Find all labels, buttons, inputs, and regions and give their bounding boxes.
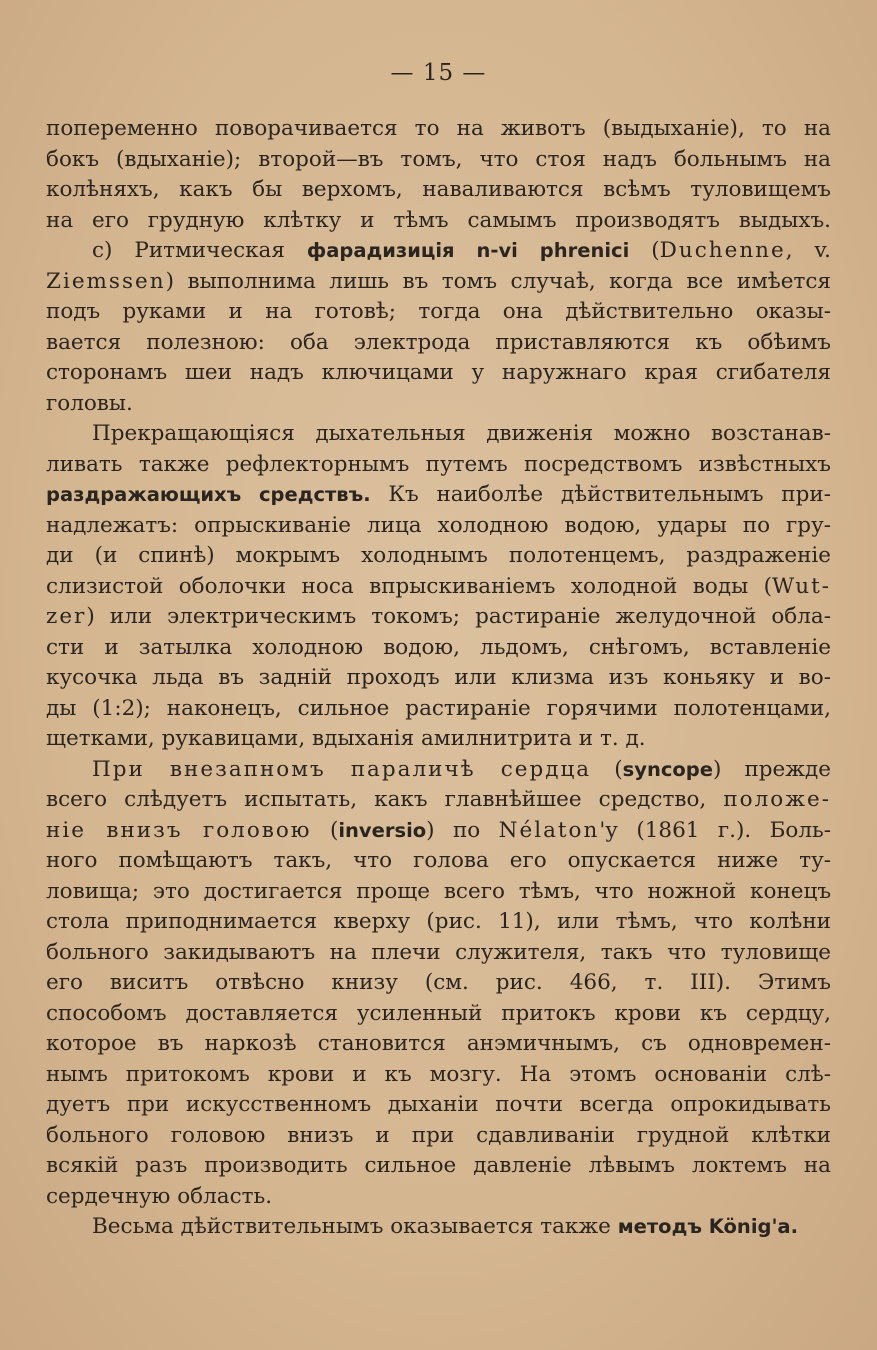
text-run: Къ наиболѣе дѣйствительнымъ при- <box>370 482 831 507</box>
text-run: ловища; это достигается проще всего тѣмъ, что ножной конецъ <box>46 878 831 904</box>
text-line <box>46 755 831 786</box>
text-run: ) прежде <box>712 756 832 782</box>
text-line <box>46 877 831 908</box>
text-line <box>46 450 831 481</box>
text-run: ды (1:2); наконецъ, сильное растираніе горячими полотенцами, <box>46 695 831 721</box>
text-run: бокъ (вдыханіе); второй—въ томъ, что стоя надъ больнымъ на <box>46 146 831 172</box>
text-line <box>46 938 831 969</box>
text-run: его виситъ отвѣсно книзу (см. рис. 466, т. III). Этимъ <box>46 970 831 995</box>
text-run: головы. <box>46 390 133 416</box>
bold-term: методъ König'а. <box>617 1215 798 1238</box>
text-run: ) или электрическимъ токомъ; растираніе желудочной обла- <box>86 604 831 629</box>
text-line <box>46 1060 831 1091</box>
text-line <box>46 1151 831 1182</box>
text-run: ) выполнима лишь въ томъ случаѣ, когда все имѣется <box>165 268 831 294</box>
text-run: колѣняхъ, какъ бы верхомъ, наваливаются всѣмъ туловищемъ <box>46 177 831 202</box>
text-line <box>46 663 831 694</box>
text-run: вается полезною: оба электрода приставляются къ обѣимъ <box>46 329 831 355</box>
page-number: — 15 — <box>390 60 487 86</box>
text-line <box>46 968 831 999</box>
text-run: с) Ритмическая <box>92 238 307 263</box>
text-run: ного помѣщаютъ такъ, что голова его опускается ниже ту- <box>46 848 831 873</box>
text-line <box>46 572 831 603</box>
text-line <box>46 907 831 938</box>
bold-term: syncope <box>622 757 713 781</box>
text-run: ( <box>629 238 660 263</box>
body-text <box>46 114 831 1243</box>
text-run: больного закидываютъ на плечи служителя, такъ что туловище <box>46 939 831 965</box>
text-line <box>46 328 831 359</box>
text-run: Прекращающіяся дыхательныя движенія можно возстанав- <box>92 421 831 446</box>
text-line <box>46 480 831 511</box>
text-line <box>46 175 831 206</box>
text-run: щетками, рукавицами, вдыханія амилнитрита и т. д. <box>46 726 646 751</box>
text-line <box>46 999 831 1030</box>
text-run: всякій разъ производить сильное давленіе лѣвымъ локтемъ на <box>46 1153 831 1178</box>
text-line <box>46 389 831 420</box>
text-line <box>46 236 831 267</box>
text-run: всего слѣдуетъ испытать, какъ главнѣйшее средство, <box>46 787 724 812</box>
text-line <box>46 358 831 389</box>
text-line <box>46 419 831 450</box>
text-line <box>46 846 831 877</box>
text-line <box>46 511 831 542</box>
text-line <box>46 1182 831 1213</box>
text-run: 'у (1861 г.). Боль- <box>599 817 831 843</box>
text-line <box>46 816 831 847</box>
spaced-term: Wut- <box>772 573 831 599</box>
text-line <box>46 1090 831 1121</box>
text-run: попеременно поворачивается то на животъ (выдыханіе), то на <box>46 116 831 141</box>
spaced-term: Duchenne <box>659 238 786 263</box>
text-run: ди (и спинѣ) мокрымъ холоднымъ полотенцемъ, раздраженіе <box>46 543 831 568</box>
text-run: сти и затылка холодною водою, льдомъ, снѣгомъ, вставленіе <box>46 634 831 660</box>
text-run: дуетъ при искусственномъ дыханіи почти всегда опрокидывать <box>46 1092 831 1117</box>
text-line <box>46 267 831 298</box>
text-line <box>46 145 831 176</box>
text-run: сердечную область. <box>46 1183 273 1209</box>
text-run: ( <box>591 756 623 782</box>
text-run: надлежатъ: опрыскиваніе лица холодною водою, удары по гру- <box>46 512 831 538</box>
text-line <box>46 602 831 633</box>
text-run: ливать также рефлекторнымъ путемъ посредствомъ извѣстныхъ <box>46 451 831 477</box>
text-run: стола приподнимается кверху (рис. 11), или тѣмъ, что колѣни <box>46 909 831 934</box>
text-run: подъ руками и на готовѣ; тогда она дѣйствительно оказы- <box>46 299 831 324</box>
text-line <box>46 1121 831 1152</box>
spaced-term: zer <box>46 604 87 629</box>
text-run: ( <box>311 817 339 843</box>
text-run: на его грудную клѣтку и тѣмъ самымъ производятъ выдыхъ. <box>46 207 831 233</box>
text-line <box>46 1029 831 1060</box>
text-run: больного головою внизъ и при сдавливаніи грудной клѣтки <box>46 1122 831 1148</box>
text-run: ) по <box>426 817 499 843</box>
text-run: которое въ наркозѣ становится анэмичнымъ, съ одновремен- <box>46 1031 831 1056</box>
text-line <box>46 541 831 572</box>
text-line <box>46 297 831 328</box>
text-run: сторонамъ шеи надъ ключицами у наружнаго края сгибателя <box>46 360 831 385</box>
text-run: , v. <box>785 238 831 263</box>
text-line <box>46 633 831 664</box>
spaced-term: При внезапномъ параличѣ сердца <box>92 756 592 782</box>
text-run: способомъ доставляется усиленный притокъ крови къ сердцу, <box>46 1000 831 1026</box>
bold-term: inversio <box>338 818 427 842</box>
spaced-term: Nélaton <box>498 817 600 843</box>
spaced-term: ніе внизъ головою <box>46 817 312 843</box>
text-line <box>46 694 831 725</box>
text-run: слизистой оболочки носа впрыскиваніемъ холодной воды ( <box>46 573 773 599</box>
text-run: кусочка льда въ задній проходъ или клизма изъ коньяку и во- <box>46 665 831 690</box>
text-run: нымъ притокомъ крови и къ мозгу. На этомъ основаніи слѣ- <box>46 1061 831 1087</box>
text-line <box>46 206 831 237</box>
spaced-term: Ziemssen <box>46 268 166 294</box>
text-line <box>46 1212 831 1243</box>
bold-term: раздражающихъ средствъ. <box>46 483 371 506</box>
text-line <box>46 785 831 816</box>
bold-term: фарадизиція n-vi phrenici <box>306 239 630 262</box>
text-run: Весьма дѣйствительнымъ оказывается также <box>92 1214 618 1239</box>
text-line <box>46 114 831 145</box>
spaced-term: положе- <box>723 787 831 812</box>
text-line <box>46 724 831 755</box>
